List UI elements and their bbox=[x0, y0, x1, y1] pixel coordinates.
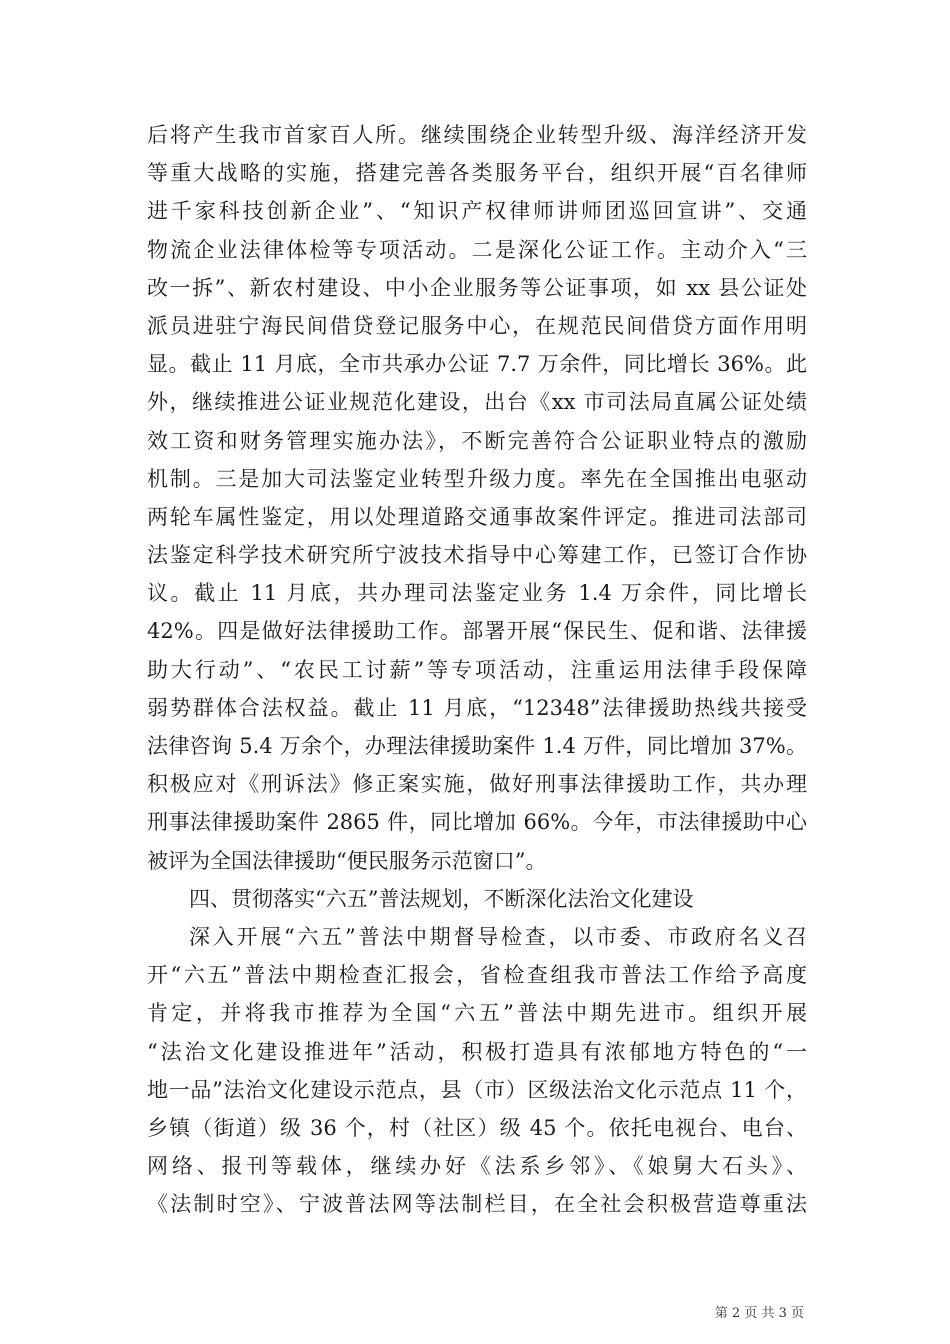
paragraph-line: 两轮车属性鉴定，用以处理道路交通事故案件评定。推进司法部司 bbox=[147, 504, 807, 529]
paragraph-line: 深入开展“六五”普法中期督导检查，以市委、市政府名义召 bbox=[189, 924, 807, 949]
paragraph-line: 肯定，并将我市推荐为全国“六五”普法中期先进市。组织开展 bbox=[147, 1001, 807, 1026]
paragraph-line: 助大行动”、“农民工讨薪”等专项活动，注重运用法律手段保障 bbox=[147, 657, 807, 682]
paragraph-line: “法治文化建设推进年”活动，积极打造具有浓郁地方特色的“一 bbox=[147, 1039, 807, 1064]
paragraph-line: 议。截止 11 月底，共办理司法鉴定业务 1.4 万余件，同比增长 bbox=[147, 581, 807, 606]
paragraph-line: 弱势群体合法权益。截止 11 月底，“12348”法律援助热线共接受 bbox=[147, 695, 807, 720]
paragraph-line: 法鉴定科学技术研究所宁波技术指导中心筹建工作，已签订合作协 bbox=[147, 543, 807, 568]
document-body bbox=[147, 116, 807, 1223]
paragraph-line: 显。截止 11 月底，全市共承办公证 7.7 万余件，同比增长 36%。此 bbox=[147, 352, 807, 377]
paragraph-line: 《法制时空》、宁波普法网等法制栏目，在全社会积极营造尊重法 bbox=[147, 1192, 807, 1217]
section-heading: 四、贯彻落实“六五”普法规划，不断深化法治文化建设 bbox=[189, 886, 694, 911]
paragraph-line: 乡镇（街道）级 36 个，村（社区）级 45 个。依托电视台、电台、 bbox=[147, 1115, 807, 1140]
paragraph-line: 积极应对《刑诉法》修正案实施，做好刑事法律援助工作，共办理 bbox=[147, 772, 807, 797]
paragraph-line: 后将产生我市首家百人所。继续围绕企业转型升级、海洋经济开发 bbox=[147, 123, 807, 147]
paragraph-line: 改一拆”、新农村建设、中小企业服务等公证事项，如 xx 县公证处 bbox=[147, 275, 807, 300]
paragraph-line: 进千家科技创新企业”、“知识产权律师讲师团巡回宣讲”、交通 bbox=[147, 199, 807, 224]
paragraph-line: 刑事法律援助案件 2865 件，同比增加 66%。今年，市法律援助中心 bbox=[147, 810, 807, 835]
paragraph-line: 派员进驻宁海民间借贷登记服务中心，在规范民间借贷方面作用明 bbox=[147, 313, 807, 338]
paragraph-line: 效工资和财务管理实施办法》，不断完善符合公证职业特点的激励 bbox=[147, 428, 807, 453]
paragraph-line: 法律咨询 5.4 万余个，办理法律援助案件 1.4 万件，同比增加 37%。 bbox=[147, 734, 807, 758]
paragraph-line: 被评为全国法律援助“便民服务示范窗口”。 bbox=[147, 848, 547, 873]
paragraph-line: 物流企业法律体检等专项活动。二是深化公证工作。主动介入“三 bbox=[147, 237, 807, 262]
paragraph-line: 网络、报刊等载体，继续办好《法系乡邻》、《娘舅大石头》、 bbox=[147, 1154, 807, 1179]
paragraph-line: 42%。四是做好法律援助工作。部署开展“保民生、促和谐、法律援 bbox=[147, 619, 807, 644]
paragraph-line: 机制。三是加大司法鉴定业转型升级力度。率先在全国推出电驱动 bbox=[147, 466, 807, 491]
paragraph-line: 外，继续推进公证业规范化建设，出台《xx 市司法局直属公证处绩 bbox=[147, 390, 807, 415]
paragraph-line: 地一品”法治文化建设示范点，县（市）区级法治文化示范点 11 个， bbox=[147, 1077, 807, 1102]
paragraph-line: 等重大战略的实施，搭建完善各类服务平台，组织开展“百名律师 bbox=[147, 161, 807, 186]
page-number: 第 2 页 共 3 页 bbox=[714, 1306, 804, 1321]
paragraph-line: 开“六五”普法中期检查汇报会，省检查组我市普法工作给予高度 bbox=[147, 963, 807, 988]
